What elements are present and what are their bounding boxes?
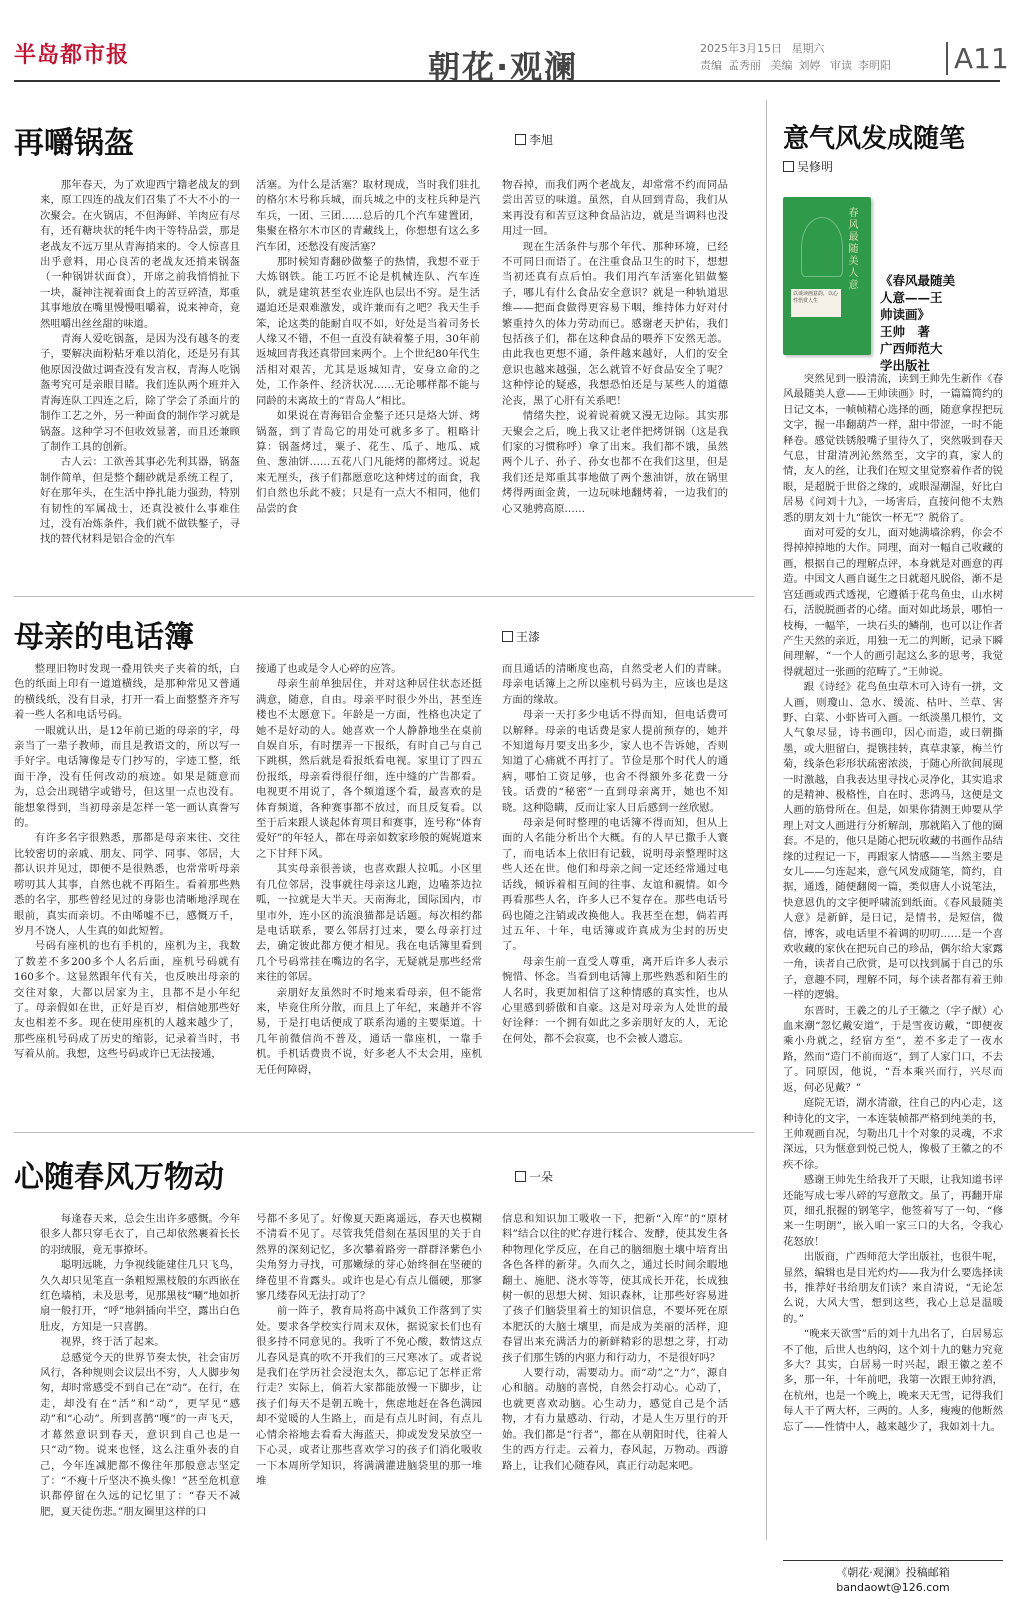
article-byline-4: 吴修明 [783,158,833,175]
paragraph: 整理旧物时发现一叠用铁夹子夹着的纸，白色的纸面上印有一道道横线，是那种常见又普通的横线纸，没有目录，打开一看上面整整齐齐写着一些人名和电话号码。 [14,663,240,722]
sidebar-divider [766,100,767,1540]
paragraph: 现在生活条件与那个年代、那种环境，已经不可同日而语了。在注重食品卫生的时下，想想当初还真有点后怕。我们用汽车活塞化铝做鏊子，哪儿有什么食品安全意识？就是一种轨道思维——把面食做得更容易下咽，维持体力好对付繁重持久的体力劳动而已。感谢老天护佑，我们包括孩子们，都在这种食品的喂养下安然无恙。由此我也更想不通，条件越来越好，人们的安全意识也越来越强，怎么就管不好食品安全了呢？这种悖论的疑惑，我想恐怕还是与某些人的道德沦丧，黑了心肝有关系吧！ [502,240,728,407]
paragraph: 那年春天，为了欢迎西宁籍老战友的到来，原工四连的战友们召集了不大不小的一次聚会。在火锅店，不但海鲜、羊肉应有尽有，还有糖块状的牦牛肉干等特品尝，那是老战友不远万里从青海捎来的。令人惊喜且出乎意料，用心良苦的老战友还捎来锅盔（一种锅饼状面食），开席之前我悄悄扯下一块，凝神注视着面食上的苦豆碎渣，郑重其事地放在嘴里慢慢咀嚼着，说来神奇，竟然咀嚼出丝丝甜的味道。 [40,179,240,330]
book-info-line: 学出版社 [880,358,931,373]
paragraph: 突然见到一股清流，读到王帅先生新作《春风最随美人意——王帅读画》时，一篇篇简约的日记文本，一帧帧精心选择的画，随意拿捏把玩文字，握一串翻葫芦一样，甜中带涩，一时不能释卷。感觉铁锈般嘴子里待久了，突然吸到春天气息，甘甜清冽沁然然至，文字的真，家人的情，友人的丝，让我们在短文里觉察着作者的锐眼，是超脱于世俗之缘的，或眼湿潮湿，好比白居易《问刘十九》，一场害后，直接问他不太熟悉的朋友刘十九“能饮一杯无”？脱俗了。 [783,373,1003,524]
article-divider [14,596,754,597]
submission-label: 《朝花·观澜》投稿邮箱 [836,1566,950,1579]
paragraph: 面对可爱的女儿，面对她满墙涂鸦，你会不得掉掉掉地的大作。同理，面对一幅自己收藏的画，根据自己的理解点评，本身就是对画意的再造。中国文人画自诞生之日就超凡脱俗，渐不是宫廷画或西式透视，它遵循于花鸟鱼虫，山水树石，活脱脱画者的心绪。面对如此场景，哪怕一枝梅，一幅竿，一块石头的鳞削，也可以让作者产生天然的亲近，用独一无二的判断，记录下瞬间理解，“一个人的画引起这么多的思考，我觉得就超过一张画的范畴了。”王帅说。 [783,527,1003,678]
article-byline-2: 王漆 [502,628,540,645]
article-2-column-2 [256,662,482,1124]
paragraph: 而且通话的清晰度也高，自然受老人们的青睐。母亲电话簿上之所以座机号码为主，应该也是这方面的缘故。 [502,663,728,706]
paragraph: 其实母亲很善谈，也喜欢跟人拉呱。小区里有几位邻居，没事就往母亲这儿跑，边嗑茶边拉呱，一拉就是大半天。天南海北，国际国内，市里市外，连小区的流浪猫都是话题。每次相约都是电话联系，要么邻居打过来，要么母亲打过去，确定彼此都方便才相见。我在电话簿里看到几个号码常挂在嘴边的名字，无疑就是那些经常来往的邻居。 [256,863,482,984]
paragraph: 情绪失控，说着说着就又漫无边际。其实那天聚会之后，晚上我又让老伴把烤饼锅（这是我们家的习惯称呼）拿了出来。我们都不饿，虽然两个儿子、孙子、孙女也都不在我们这里，但是我们还是郑重其事地做了两个葱油饼，放在锅里烤得两面金黄，一边玩味地翻烤着，一边我们的心又驰骋高原…… [502,410,728,515]
paragraph: 青海人爱吃锅盔，是因为没有越冬的麦子，要解决面粉粘牙难以消化，还是另有其他原因没做过调查没有发言权，青海人吃锅盔考究可是亲眼目睹。我们连队两个班并入青海连队工四连之后，除了学会了杀面片的制作工艺之外，另一种面食的制作学习就是锅盔。这种学习不但收效显著，而且还兼顾了制作工具的创新。 [40,333,240,453]
article-1-column-1 [40,178,240,588]
header-rule [14,80,1000,82]
book-cover-sketch [801,217,843,277]
editor-label: 责编 [700,59,722,72]
article-2-column-3 [502,662,728,1124]
section-title: 朝花·观澜 [428,48,579,86]
paragraph: 有许多名字很熟悉，那都是母亲来往、交往比较密切的亲戚、朋友、同学、同事、邻居，大都认识并见过，即便不是很熟悉，也常常听母亲唠叨其人其事，自然也就不再陌生。看着那些熟悉的名字，那些曾经见过的身影也清晰地浮现在眼前，真实而亲切。不由唏嘘不已，感慨万千，岁月不饶人，人生真的如此短暂。 [14,832,240,937]
paragraph: 出版商，广西师范大学出版社，也很牛呢，显然，编辑也是目光灼灼——我为什么要选择读书，推荐好书给朋友们读？来自清说，“无论怎么说，大风大雪，想到这些，我心上总是温暖的。” [783,1251,1003,1325]
article-4-column-1 [783,372,1003,1550]
article-title-2: 母亲的电话簿 [14,620,194,655]
article-title-1: 再嚼锅盔 [14,126,134,161]
paragraph: 信息和知识加工吸收一下，把新“入库”的“原材料”结合以往的贮存进行糅合、发酵，使其发生各种物理化学反应，在自己的脑细胞土壤中培育出各色各样的新芽。久而久之，通过长时间余暇地翻土、施肥、浇水等等，使其成长开花，长成独树一帜的思想大树、知识森林，让那些好容易进了孩子们脑袋里着土的知识信息，不要坏死在原本肥沃的大脑土壤里，而是成为美丽的活样，迎春冒出来充满活力的新鲜精彩的思想之芽，打动孩子们那生锈的内驱力和行动力，不是很好吗？ [502,1213,728,1364]
paragraph: 号码有座机的也有手机的，座机为主，我数了数差不多200多个人名后面，座机号码就有160多个。这显然跟年代有关，也反映出母亲的交往对象，大都以居家为主，且都不是小年纪了。母亲假如在世，正好是百岁，相信她那些好友也相差不多。现在使用座机的人越来越少了，那些座机号码成了历史的缩影，记录着当时，书写着从前。我想，这些号码或许已无法接通， [14,940,240,1061]
book-cover-sticker: 以谈读画意韵，以心性悟赏人生 [791,289,841,317]
book-info-line: 广西师范大 [880,341,943,356]
book-info-line: 《春风最随美 [880,273,956,288]
book-info-line: 人意——王 [880,290,943,305]
reviewer-name: 李明阳 [858,59,891,72]
page-number: A11 [946,42,1009,75]
article-byline-3: 一朵 [515,1168,553,1185]
book-info [880,272,955,374]
paragraph: 活塞。为什么是活塞？取材现成，当时我们驻扎的格尔木号称兵城，而兵城之中的支柱兵种是汽车兵，一团、三团……总后的几个汽车建置团，集聚在格尔木市区的青藏线上，你想想有这么多汽车团，还愁没有废活塞？ [256,179,480,253]
reviewer-label: 审读 [830,59,852,72]
paragraph: 接通了也或是令人心碎的应答。 [256,663,402,675]
submission-mailbox [783,1560,1003,1595]
book-cover-title: 春风最随美人意 [846,207,857,291]
paragraph: 古人云：工欲善其事必先利其器，锅盔制作简单，但是整个翻砂就是系统工程了，好在那年头，在生活中挣扎能力强劲，特别有韧性的军属战士，还真没被什么事难住过，没有冶炼条件，我们就不做铁鏊子，寻找的替代材料是铝合金的汽车 [40,456,240,546]
paragraph: 亲朋好友虽然时不时地来看母亲，但不能常来，毕竟住所分散，而且上了年纪，来趟并不容易，于是打电话便成了联系沟通的主要渠道。十几年前微信尚不普及，通话一靠座机，一靠手机。手机话费贵不说，好多老人不太会用，座机无任何障碍， [256,986,482,1076]
paragraph: 每逢春天来，总会生出许多感慨。今年很多人都只穿毛衣了，自己却依然裹着长长的羽绒服，竟无事撩坏。 [40,1213,240,1256]
paragraph: 如果说在青海铝合金鏊子还只是烙大饼、烤锅盔，到了青岛它的用处可就多多了。粗略计算：锅盔烤过，粟子、花生、瓜子、地瓜、咸鱼、葱油饼……五花八门凡能烤的都烤过。说起来无厘头，孩子们都愿意吃这种烤过的面食，我们自然也乐此不疲；只是有一点大不相同，他们品尝的食 [256,410,480,515]
article-divider [14,1132,754,1133]
paragraph: 一眼就认出，是12年前已逝的母亲的字，母亲当了一辈子教师，而且是教语文的，所以写一手好字。电话簿像是专门抄写的，字迹工整，纸面干净，没有任何改动的痕迹。如果是随意而为，总会出现错字或错号，但这里一点也没有。能想象得到，当初母亲是怎样一笔一画认真誊写的。 [14,724,240,830]
paragraph: 母亲是何时整理的电话簿不得而知，但从上面的人名能分析出个大概。有的人早已撒手人寰了，而电话本上依旧有记载，说明母亲整理时这些人还在世。他们和母亲之间一定还经常通过电话线，倾诉着相互间的往事、友谊和親情。如今再看那些人名，许多人已不复存在。那些电话号码也随之注销或改换他人。我甚至在想，倘若再过五年、十年，电话簿或许真成为尘封的历史了。 [502,817,728,953]
paragraph: 庭院无语，湖水清澈，往自己的内心走，这种诗化的文字，一本连装帧都严格到纯美的书，王帅观画自况，匀勒出几十个对象的灵魂，不求深远，只为惬意到悦己悦人，像极了王徽之的不疾不徐。 [783,1097,1003,1171]
paragraph: 号都不多见了。好像夏天距离遥远，春天也模糊不清看不见了。尽管我凭借刻在基因里的关于自然界的深刻记忆，多次攀着路旁一群群泽紫色小尖角努力寻找，可那嫩绿的芽心始终徊在坚硬的绛苞里不肯露头。或许也是心有点儿僵硬，那寥寥几缕春风无法打动了？ [256,1213,482,1303]
newspaper-masthead: 半岛都市报 [14,42,130,68]
paragraph: 东晋时，王羲之的儿子王徽之（字子猷）心血来潮“忽忆戴安道”，于是雪夜访戴，“即便夜乘小舟就之，经宿方至”，差不多走了一夜水路，然而“造门不前而返”，到了人家门口，不去了。同原因，他说，“吾本乘兴而行，兴尽而返，何必见戴？” [783,1004,1003,1094]
article-3-column-2 [256,1212,482,1584]
issue-date: 2025年3月15日 [700,42,782,55]
editor-name: 孟秀丽 [728,59,761,72]
paragraph: 感谢王帅先生给我开了天眼，让我知道书评还能写成七零八碎的写意散文。虽了，再翻开扉页，细孔抿握的钢笔字，他签着写了一句，“修来一生明朗”，嵌入咱一家三口的大名，令我心花怒放！ [783,1174,1003,1248]
issue-weekday: 星期六 [791,42,825,55]
designer-label: 美编 [770,59,793,72]
paragraph: 母亲生前一直受人尊重，离开后许多人表示惋惜、怀念。当看到电话簿上那些熟悉和陌生的人名时，我更加相信了这种情感的真实性，也从心里感到骄傲和自豪。这是对母亲为人处世的最好诠释：一个拥有如此之多亲朋好友的人，无论在何处，都不会寂寞，也不会被人遗忘。 [502,955,728,1045]
book-info-line: 王帅 著 [880,324,931,339]
paragraph: “晚来天欲雪”后的刘十九出名了，白居易忘不了他，后世人也纳闷，这个刘十九的魅力究竟多大？其实，白居易一时兴起，跟王徽之差不多，那一年，十年前吧，我第一次跟王帅狩酒，在杭州，也是一个晚上，晚来天无雪，记得我们每人干了两大杯，三两的。人多，瘦瘦的他断然忘了——性情中人，越来越少了，我如刘十九。 [783,1328,1003,1433]
paragraph: 总感觉今天的世界节奏太快，社会宙厉风行，各种规则会议层出不穷，人人脚步匆匆，却时常感受不到自己在“动”。在行，在走，却没有在“活”和“动”，更罕见“感动”和“心动”。所到喜鹊“嘎”的一声飞天，才幕然意识到春天，意识到自己也是一只“动”物。说来也怪，这么注重外表的自己，今年连减肥都不像往年那般意志坚定了：“不瘦十斤坚决不换头像！”甚至危机意识都停留在久远的记忆里了：“春天不减肥，夏天徒伤悲。”朋友圈里这样的口 [40,1351,240,1518]
paragraph: 那时候知青翻砂做鏊子的热情，我想不亚于大炼钢铁。能工巧匠不论是机械连队、汽车连队，就是建筑甚至农业连队也层出不穷。是生活逼迫还是艰难激发，或许兼而有之吧？我天生手笨，论这类的能耐自叹不如，好处是当着司务长人缘又不错，不但一直没有缺着鏊子用，30年前返城回青我还真带回来两个。上个世纪80年代生活相对艰苦，尤其是返城知青，安身立命的之处，工作条件、经济状况……无论哪样都不能与同龄的未离故土的“青岛人”相比。 [256,256,480,407]
paragraph: 前一阵子，教育局将高中减负工作落到了实处。要求各学校实行周末双休，据说家长们也有很多持不同意见的。我听了不免心酸，数情这点儿春风是真的吹不开我们的三尺寒冰了。或者说是我们在学历社会浸泡太久，都忘记了怎样正常行走？实际上，倘若大家都能放慢一下脚步，让孩子们每天不是朝五晚十，焦虑地赶在各色满园却不觉暖的人生路上，而是有点儿时间，有点儿心情余裕地去看看大海蓝天，抑或发发呆放空一下心灵，或者让那些喜欢学习的孩子们消化吸收一下本周所学知识，将满满灌进脑袋里的那一堆堆 [256,1305,482,1487]
article-2-column-1 [14,662,240,1124]
article-byline-1: 李旭 [515,131,553,148]
paragraph: 母亲生前单独居住，并对这种居住状态还挺满意，随意，自由。母亲平时很少外出，甚至连楼也不太愿意下。年龄是一方面，性格也决定了她不是好动的人。她喜欢一个人静静地坐在桌前自娱自乐，有时摆弄一下报纸，有时自己与自己下跳棋，然后就是看报纸看电视。家里订了四五份报纸，母亲看得很仔细，连中缝的广告都看。电视更不用说了，各个频道逐个看，最喜欢的是体育频道，各种赛事都不放过，而且反复看。以至于后来跟人谈起体育项目和赛事，连号称“体育爱好”的年轻人，都在母亲如数家珍般的娓娓道来之下甘拜下风。 [256,678,482,860]
header-info [700,40,897,74]
article-title-4: 意气风发成随笔 [783,124,966,154]
designer-name: 刘婷 [798,59,821,72]
article-title-3: 心随春风万物动 [14,1160,224,1195]
article-1-column-2 [256,178,480,588]
article-1-column-3 [502,178,728,588]
article-3-column-3 [502,1212,728,1584]
paragraph: 聪明远眺，力争视线能建住几只飞鸟，久久却只见笔直一条粗短黑枝般的东西嵌在红色墙梢，未及思考，见那黑枝“唰”地如折扇一般打开，“呼”地斜插向半空，露出白色肚皮，方知是一只喜鹊。 [40,1259,240,1333]
paragraph: 跟《诗经》花鸟鱼虫草木可入诗有一拼，文人画，则瓊山、急水、缓流、枯叶、兰草、害野、白菜、小虾皆可入画。一纸淡墨几根竹，文人气象尽显，诗书画印，因心而造，或曰朝撕墨，或大胆留白，提镌挂转，真草隶篆，梅兰竹菊，线条色彩形状疏密浓淡，于随心所欲间展现一时激越，自我表达里寻找心灵净化，其实追求的是精神、极格性，自在时、悲鸿马，这便是文人画的筋骨所在。但是，如果你猜测王帅要从学理上对文人画进行分析解剖，那就陷入了他的圈套。不是的，他只是随心把玩收藏的书画作品结缘的过程记一下，再跟家人情感——当然主要是女儿——匀连起来，意气风发成随笔，简约，自据，通透，随便翻阅一篇，类似唐人小说笔法，快意恩仇的文字便呼啸流到纸面。《春风最随美人意》是新鲜，是日记，是情书，是短信，微信，博客，或电话里不着调的叨叨……是一个喜欢收藏的家伙在把玩自己的珍品，偶尔给大家露一角，读者自己欣赏，是可以找到属于自己的乐子，意趣不同，理解不同，每个读者都有着王帅一样的逻辑。 [783,681,1003,1002]
paragraph: 视界，终于活了起来。 [60,1336,165,1349]
paragraph: 人要行动，需要动力。而“动”之“力”，源自心和脑。动脑的喜悦，自然会打动心。心动了，也就更喜欢动脑。心生动力，感觉自己是个活物，才有力量感动、行动，才是人生万里行的开始。我们都是“行者”，都在从朝阳时代，往着人生的西方行走。云着力，春风起，万物动。西游路上，让我们心随春风，真正行动起来吧。 [502,1367,728,1472]
book-info-line: 帅读画》 [880,307,931,322]
article-3-column-1 [40,1212,240,1584]
paragraph: 母亲一天打多少电话不得而知，但电话费可以解释。母亲的电话费是家人提前预存的，她并不知道每月要支出多少，家人也不告诉她，否则知道了心痛就不再打了。节俭是那个时代人的通病，哪怕工资足够，也舍不得额外多花费一分钱。话费的“秘密”一直到母亲离开，她也不知晓。这种隐瞒，反而让家人日后感到一丝欣慰。 [502,709,728,814]
submission-email[interactable]: bandaowt@126.com [836,1581,950,1594]
paragraph: 物吞掉，而我们两个老战友，却常常不约而同品尝出苦豆的味道。虽然，自从回到青岛，我们从来再没有和苦豆这种食品沾边，就是当调料也没用过一回。 [502,179,728,238]
book-cover-image [783,197,871,355]
